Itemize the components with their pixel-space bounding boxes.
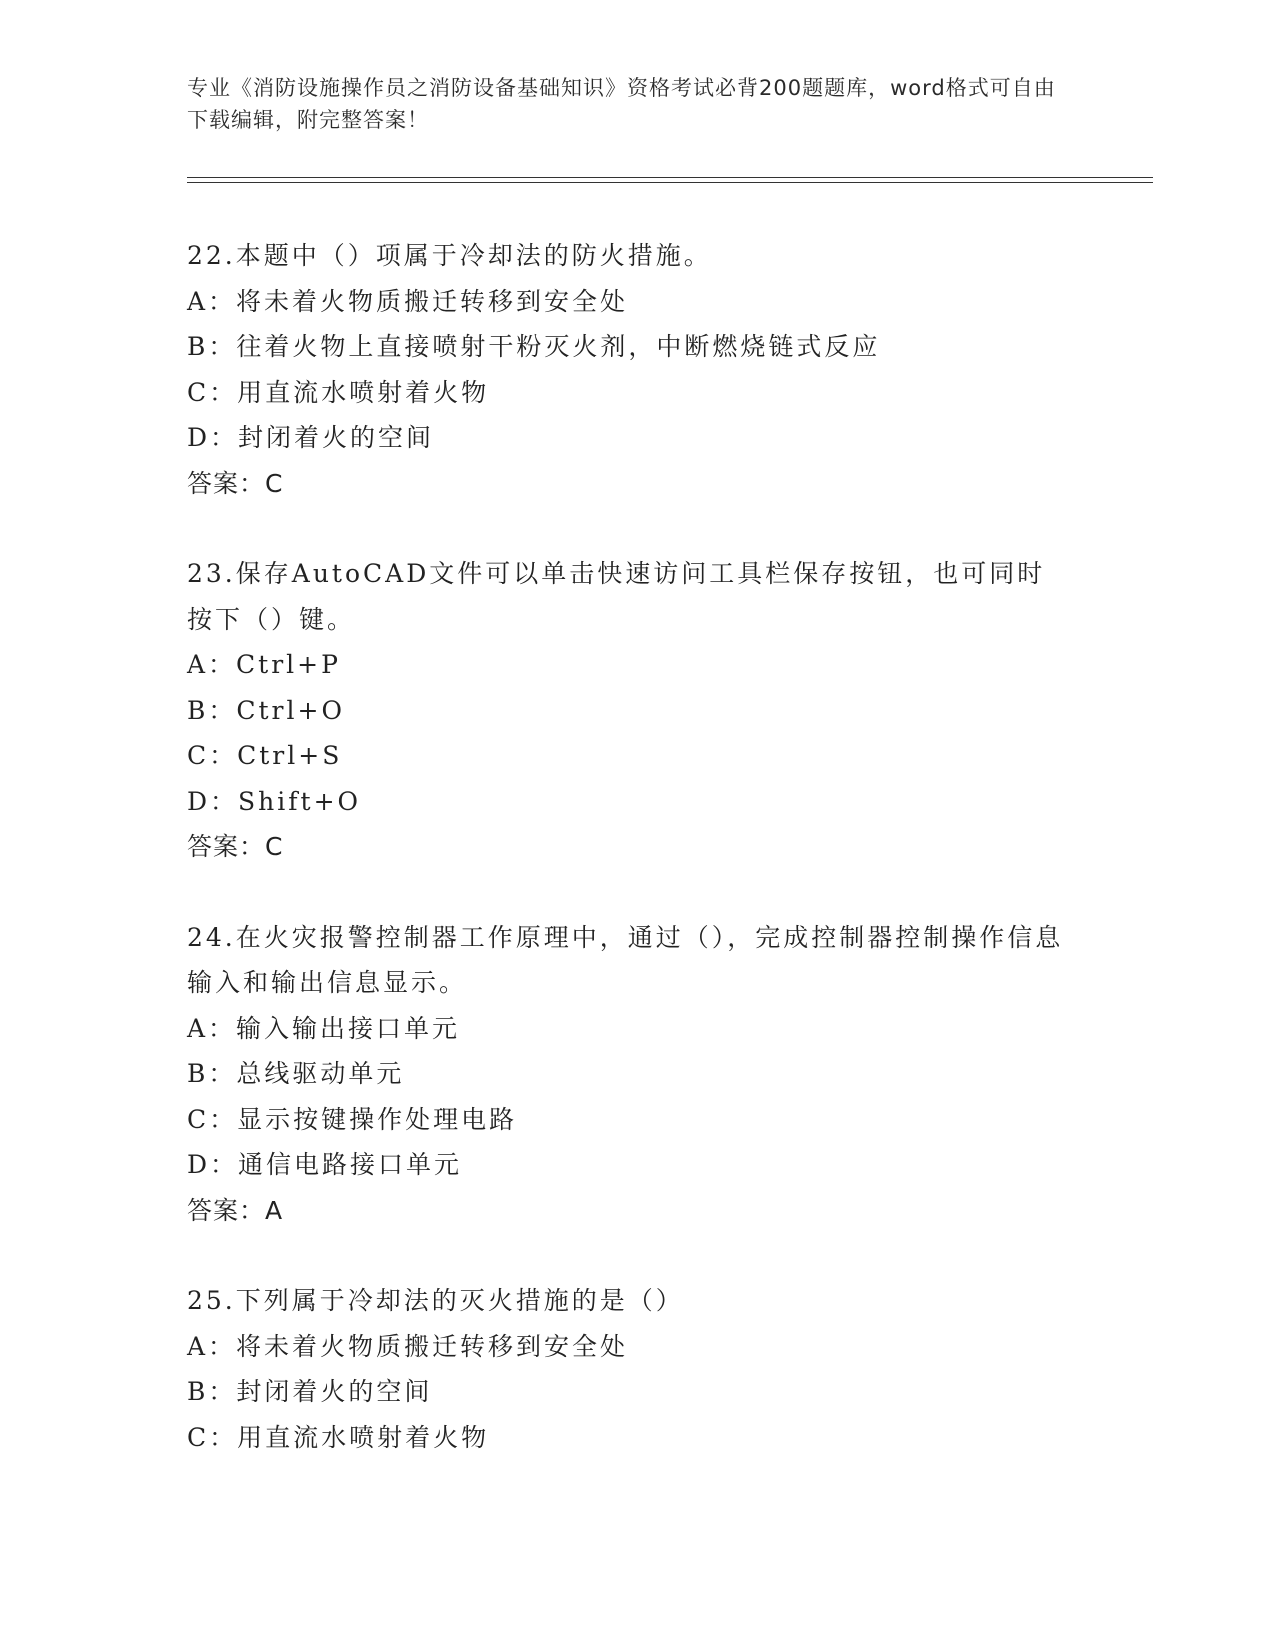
answer-label: 答案：C (187, 468, 284, 498)
question-22 (187, 233, 1087, 506)
option-a: A：将未着火物质搬迁转移到安全处 (187, 286, 629, 316)
option-d: D：Shift+O (187, 786, 362, 816)
question-24 (187, 915, 1087, 1234)
option-a: A：Ctrl+P (187, 650, 341, 679)
option-c: C：用直流水喷射着火物 (187, 1422, 490, 1452)
question-23 (187, 551, 1087, 870)
option-d: D：通信电路接口单元 (187, 1150, 463, 1179)
option-b: B：Ctrl+O (187, 695, 345, 725)
question-list (187, 233, 1087, 1505)
option-c: C：Ctrl+S (187, 741, 343, 770)
option-b: B：总线驱动单元 (187, 1059, 405, 1088)
document-header: 专业《消防设施操作员之消防设备基础知识》资格考试必背200题题库，word格式可自由下载编辑，附完整答案！ (187, 76, 1056, 132)
header-divider-top (187, 177, 1153, 178)
option-d: D：封闭着火的空间 (187, 423, 435, 452)
answer-label: 答案：A (187, 1195, 284, 1225)
option-a: A：将未着火物质搬迁转移到安全处 (187, 1331, 629, 1361)
option-b: B：往着火物上直接喷射干粉灭火剂，中断燃烧链式反应 (187, 332, 881, 361)
question-stem: 25.下列属于冷却法的灭火措施的是（） (187, 1286, 684, 1315)
option-c: C：用直流水喷射着火物 (187, 377, 490, 407)
question-stem: 24.在火灾报警控制器工作原理中，通过（），完成控制器控制操作信息输入和输出信息显示。 (187, 922, 1064, 997)
question-stem: 22.本题中（）项属于冷却法的防火措施。 (187, 241, 712, 270)
question-25 (187, 1278, 1087, 1460)
question-stem: 23.保存AutoCAD文件可以单击快速访问工具栏保存按钮，也可同时按下（）键。 (187, 559, 1046, 634)
option-a: A：输入输出接口单元 (187, 1013, 461, 1043)
option-c: C：显示按键操作处理电路 (187, 1104, 518, 1134)
header-divider-bottom (187, 182, 1153, 183)
answer-label: 答案：C (187, 832, 284, 861)
option-b: B：封闭着火的空间 (187, 1377, 433, 1406)
